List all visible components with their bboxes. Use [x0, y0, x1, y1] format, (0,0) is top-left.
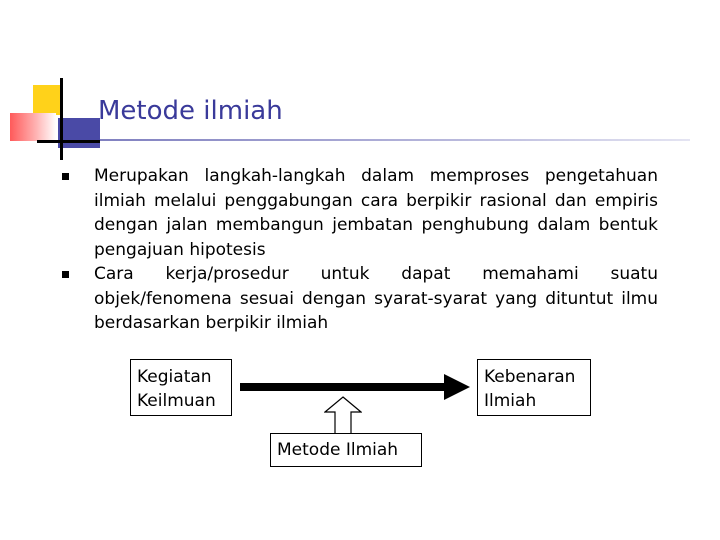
bullet-list [62, 164, 658, 336]
kebenaran-ilmiah-box [477, 359, 591, 416]
kegiatan-keilmuan-box [130, 359, 232, 416]
bullet-item [62, 164, 658, 262]
logo-yellow-square [33, 85, 63, 115]
logo-blue-square [58, 118, 100, 148]
box-label-line: Metode Ilmiah [277, 440, 399, 460]
box-label-line: Kebenaran [484, 367, 576, 387]
title-underline [100, 139, 690, 141]
box-label-line: Ilmiah [484, 391, 537, 411]
bullet-text: Cara kerja/prosedur untuk dapat memahami suatu objek/fenomena sesuai dengan syarat-syarat yang dituntut ilmu berdasarkan berpikir ilmiah [94, 264, 658, 333]
box-label-line: Kegiatan [137, 367, 212, 387]
bullet-square-icon [62, 271, 69, 278]
bullet-square-icon [62, 173, 69, 180]
logo-red-gradient [10, 113, 56, 141]
box-label-line: Keilmuan [137, 391, 216, 411]
logo-vertical-line [60, 78, 63, 160]
logo-horizontal-line [37, 140, 100, 143]
bullet-item [62, 262, 658, 336]
metode-ilmiah-box [270, 433, 422, 467]
bullet-text: Merupakan langkah-langkah dalam memproses pengetahuan ilmiah melalui penggabungan cara berpikir rasional dan empiris dengan jalan membangun jembatan penghubung dalam bentuk pengajuan hipotesis [94, 166, 658, 260]
decorative-logo [0, 0, 100, 160]
slide-title: Metode ilmiah [98, 96, 283, 126]
up-arrow-icon [324, 396, 362, 436]
